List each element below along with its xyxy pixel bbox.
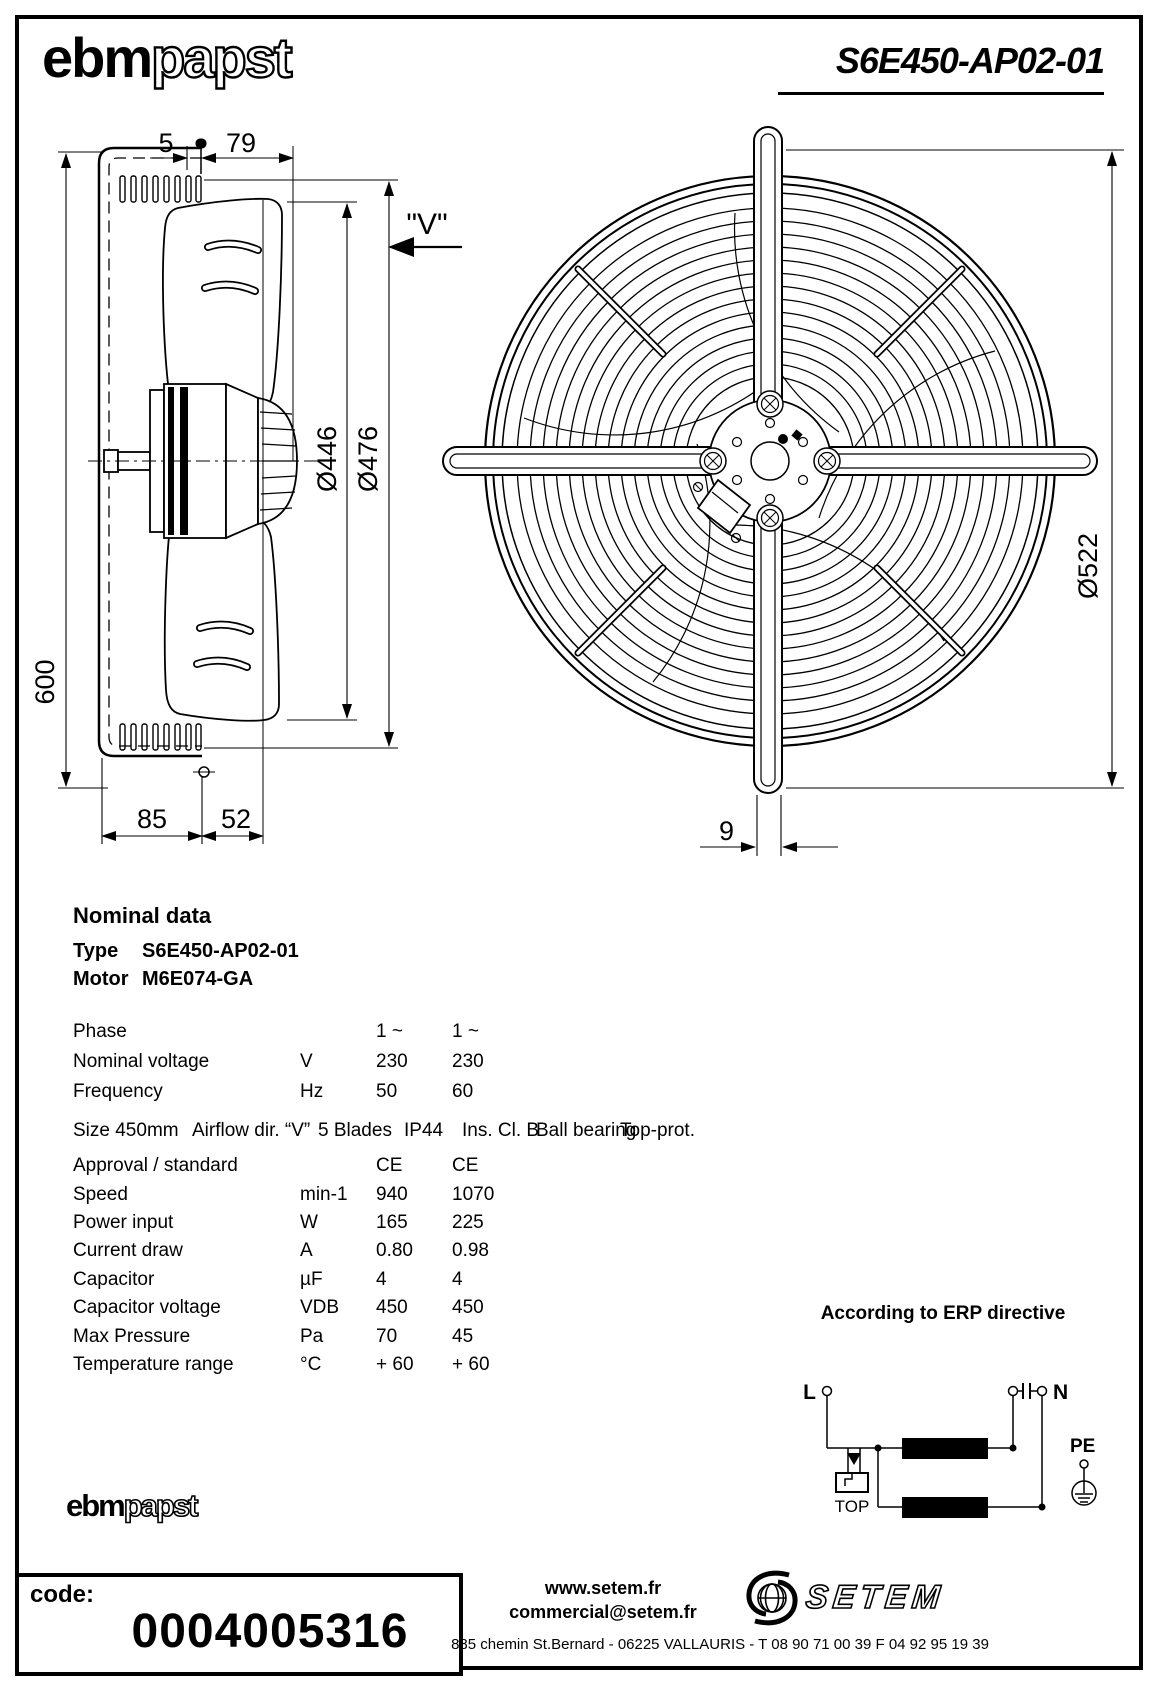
motor-row — [0, 968, 600, 992]
spec-row-current — [0, 1240, 820, 1264]
address-line: 885 chemin St.Bernard - 06225 VALLAURIS - T 08 90 71 00 39 F 04 92 95 19 39 — [451, 1636, 989, 1653]
spec-label: Phase — [73, 1021, 127, 1042]
label-n: N — [1053, 1381, 1069, 1404]
blade-lower — [165, 517, 279, 721]
feature-bearing: Ball bearing — [536, 1120, 637, 1141]
feature-ip: IP44 — [404, 1120, 444, 1141]
spec-label: Temperature range — [73, 1354, 234, 1375]
fin-comb-top — [120, 176, 201, 202]
spec-value-50hz: 50 — [376, 1081, 398, 1102]
type-row — [0, 940, 600, 964]
spec-unit: min-1 — [300, 1184, 348, 1205]
website-link[interactable]: www.setem.fr — [544, 1578, 662, 1598]
spec-value-60hz: 4 — [452, 1269, 463, 1290]
dim-79: 79 — [225, 128, 257, 158]
logo-papst: papst — [151, 26, 291, 89]
spec-label: Frequency — [73, 1081, 163, 1102]
spec-label: Power input — [73, 1212, 174, 1233]
spec-value-50hz: 940 — [376, 1184, 408, 1205]
dim-476: Ø476 — [353, 425, 383, 493]
spec-unit: Pa — [300, 1326, 324, 1347]
spec-row-approval — [0, 1155, 820, 1179]
spec-value-60hz: 60 — [452, 1081, 474, 1102]
spec-value-60hz: 225 — [452, 1212, 484, 1233]
spec-row-capacitor — [0, 1269, 820, 1293]
wiring-diagram — [690, 1355, 1150, 1530]
spec-row-voltage — [0, 1051, 820, 1075]
blade-upper — [163, 199, 282, 414]
terminal-pe — [1080, 1460, 1088, 1468]
logo-ebm: ebm — [66, 1488, 124, 1523]
spec-row-speed — [0, 1184, 820, 1208]
email-link[interactable]: commercial@setem.fr — [509, 1602, 697, 1622]
feature-line — [0, 1120, 820, 1144]
mount-pin — [196, 139, 206, 148]
type-value: S6E450-AP02-01 — [142, 940, 299, 962]
spec-label: Speed — [73, 1184, 128, 1205]
spec-value-50hz: 230 — [376, 1051, 408, 1072]
spec-row-pressure — [0, 1326, 820, 1350]
spec-value-60hz: 450 — [452, 1297, 484, 1318]
spec-label: Max Pressure — [73, 1326, 191, 1347]
logo-papst: papst — [123, 1488, 197, 1523]
spec-unit: Hz — [300, 1081, 324, 1102]
spec-value-60hz: 1070 — [452, 1184, 495, 1205]
spec-unit: °C — [300, 1354, 322, 1375]
dim-85: 85 — [136, 804, 168, 834]
spec-unit: A — [300, 1240, 313, 1261]
dim-600: 600 — [30, 659, 60, 705]
page-title: S6E450-AP02-01 — [835, 40, 1104, 81]
spec-label: Capacitor — [73, 1269, 155, 1290]
label-pe: PE — [1070, 1436, 1096, 1457]
spec-value-50hz: 4 — [376, 1269, 387, 1290]
spec-row-capacitor-voltage — [0, 1297, 820, 1321]
dim-446: Ø446 — [312, 425, 342, 493]
spec-label: Approval / standard — [73, 1155, 238, 1176]
spec-value-60hz: 0.98 — [452, 1240, 489, 1261]
spec-row-frequency — [0, 1081, 820, 1105]
winding-main — [902, 1438, 988, 1459]
label-top: TOP — [834, 1497, 870, 1516]
spec-unit: V — [300, 1051, 313, 1072]
terminal-aux — [1009, 1387, 1018, 1396]
setem-logo-icon — [742, 1567, 802, 1629]
spec-label: Nominal voltage — [73, 1051, 210, 1072]
side-view — [58, 139, 462, 844]
spec-label: Capacitor voltage — [73, 1297, 221, 1318]
feature-protection: Top-prot. — [620, 1120, 695, 1141]
feature-insulation: Ins. Cl. B — [462, 1120, 540, 1141]
terminal-l — [823, 1387, 832, 1396]
spec-value-60hz: 230 — [452, 1051, 484, 1072]
spec-value-50hz: + 60 — [376, 1354, 414, 1375]
spec-unit: VDB — [300, 1297, 340, 1318]
code-value: 0004005316 — [131, 1605, 409, 1658]
view-v-label: "V" — [406, 208, 448, 241]
spec-value-60hz: CE — [452, 1155, 479, 1176]
dim-5: 5 — [158, 128, 174, 158]
nominal-data-heading: Nominal data — [73, 903, 212, 928]
erp-heading: According to ERP directive — [820, 1303, 1066, 1324]
code-label: code: — [30, 1581, 95, 1608]
dim-52: 52 — [220, 804, 252, 834]
terminal-n — [1038, 1387, 1047, 1396]
spec-value-50hz: CE — [376, 1155, 403, 1176]
dim-9: 9 — [718, 816, 734, 846]
spec-value-50hz: 70 — [376, 1326, 398, 1347]
spec-value-60hz: 1 ~ — [452, 1021, 479, 1042]
spec-unit: W — [300, 1212, 318, 1233]
motor-value: M6E074-GA — [142, 968, 254, 990]
front-view — [443, 127, 1124, 856]
winding-aux — [902, 1497, 988, 1518]
setem-brand: SETEM — [804, 1578, 947, 1615]
ebmpapst-logo-footer — [66, 1490, 196, 1521]
spec-row-power — [0, 1212, 820, 1236]
feature-airflow: Airflow dir. “V” — [192, 1120, 311, 1141]
logo-ebm: ebm — [42, 26, 152, 89]
spec-value-50hz: 450 — [376, 1297, 408, 1318]
feature-size: Size 450mm — [73, 1120, 179, 1141]
spec-value-60hz: + 60 — [452, 1354, 490, 1375]
spec-value-50hz: 165 — [376, 1212, 408, 1233]
feature-blades: 5 Blades — [318, 1120, 392, 1141]
spec-value-60hz: 45 — [452, 1326, 474, 1347]
spec-row-phase — [0, 1021, 820, 1045]
spec-unit: µF — [300, 1269, 323, 1290]
motor-label: Motor — [73, 968, 129, 990]
label-l: L — [803, 1381, 816, 1404]
rotation-marker-dot — [778, 434, 788, 444]
spec-value-50hz: 0.80 — [376, 1240, 413, 1261]
dim-522: Ø522 — [1073, 532, 1103, 600]
spec-label: Current draw — [73, 1240, 183, 1261]
spec-value-50hz: 1 ~ — [376, 1021, 403, 1042]
type-label: Type — [73, 940, 119, 962]
